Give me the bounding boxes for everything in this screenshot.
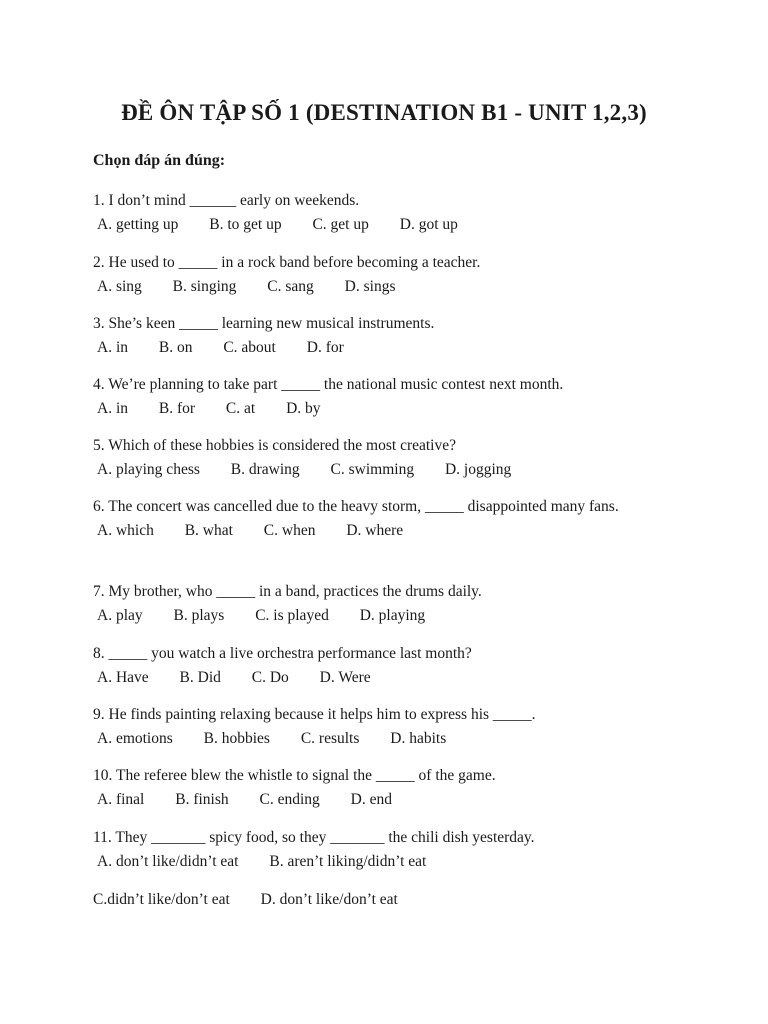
option-b: B. drawing <box>230 461 300 478</box>
option-b: B. what <box>184 522 233 539</box>
answer-options <box>93 213 693 237</box>
option-d: D. jogging <box>444 461 512 478</box>
option-c: C. at <box>225 400 256 417</box>
question-text: 11. They _______ spicy food, so they _______ the chili dish yesterday. <box>93 829 535 846</box>
option-b: B. aren’t liking/didn’t eat <box>269 853 427 870</box>
answer-options <box>93 850 693 874</box>
option-d: D. by <box>286 400 321 417</box>
question-text: 4. We’re planning to take part _____ the national music contest next month. <box>93 376 564 393</box>
answer-options <box>93 458 693 482</box>
option-d: D. got up <box>399 216 458 233</box>
option-c: C. is played <box>255 607 329 624</box>
question-4 <box>93 373 693 421</box>
question-text: 6. The concert was cancelled due to the heavy storm, _____ disappointed many fans. <box>93 498 619 515</box>
question-text: 3. She’s keen _____ learning new musical instruments. <box>93 315 435 332</box>
option-a: A. emotions <box>97 730 173 747</box>
option-c: C. when <box>263 522 316 539</box>
answer-options <box>93 727 693 751</box>
option-a: A. final <box>97 791 145 808</box>
option-a: A. don’t like/didn’t eat <box>97 853 239 870</box>
question-6 <box>93 495 653 543</box>
option-a: A. Have <box>97 669 149 686</box>
answer-options <box>93 275 693 299</box>
question-text: 7. My brother, who _____ in a band, practices the drums daily. <box>93 583 482 600</box>
option-b: B. singing <box>172 278 237 295</box>
answer-options-row-2 <box>93 888 693 912</box>
question-8 <box>93 642 693 690</box>
option-d: D. sings <box>344 278 396 295</box>
option-b: B. to get up <box>209 216 282 233</box>
question-5 <box>93 434 693 482</box>
option-d: D. Were <box>319 669 371 686</box>
option-c: C. get up <box>312 216 369 233</box>
option-a: A. sing <box>97 278 142 295</box>
option-b: B. hobbies <box>203 730 270 747</box>
question-10 <box>93 764 693 812</box>
option-d: D. where <box>346 522 404 539</box>
question-text: 10. The referee blew the whistle to signal the _____ of the game. <box>93 767 496 784</box>
option-b: B. on <box>158 339 193 356</box>
question-text: 1. I don’t mind ______ early on weekends. <box>93 192 360 209</box>
option-a: A. getting up <box>97 216 179 233</box>
option-a: A. in <box>97 400 128 417</box>
option-a: A. in <box>97 339 128 356</box>
answer-options <box>93 788 693 812</box>
option-c: C. results <box>300 730 360 747</box>
option-c: C. sang <box>267 278 314 295</box>
answer-options <box>93 666 693 690</box>
option-c: C. Do <box>251 669 289 686</box>
option-c: C. swimming <box>330 461 415 478</box>
option-d: D. end <box>350 791 392 808</box>
option-b: B. plays <box>173 607 225 624</box>
option-c: C.didn’t like/don’t eat <box>93 891 230 908</box>
option-d: D. habits <box>390 730 447 747</box>
option-a: A. playing chess <box>97 461 200 478</box>
question-3 <box>93 312 693 360</box>
instruction-heading: Chọn đáp án đúng: <box>93 152 226 169</box>
question-2 <box>93 251 693 299</box>
question-7 <box>93 580 693 628</box>
option-a: A. which <box>97 522 154 539</box>
option-d: D. don’t like/don’t eat <box>260 891 398 908</box>
option-c: C. about <box>223 339 276 356</box>
question-1 <box>93 189 693 237</box>
option-d: D. playing <box>359 607 426 624</box>
question-text: 2. He used to _____ in a rock band before becoming a teacher. <box>93 254 481 271</box>
question-text: 8. _____ you watch a live orchestra performance last month? <box>93 645 472 662</box>
option-b: B. for <box>158 400 196 417</box>
page-title: ĐỀ ÔN TẬP SỐ 1 (DESTINATION B1 - UNIT 1,2,3) <box>121 100 647 125</box>
option-c: C. ending <box>259 791 320 808</box>
question-9 <box>93 703 693 751</box>
answer-options <box>93 397 693 421</box>
answer-options <box>93 604 693 628</box>
question-text: 9. He finds painting relaxing because it helps him to express his _____. <box>93 706 536 723</box>
answer-options <box>93 336 693 360</box>
question-11 <box>93 826 693 912</box>
answer-options <box>93 519 653 543</box>
option-b: B. finish <box>175 791 229 808</box>
option-d: D. for <box>306 339 344 356</box>
option-a: A. play <box>97 607 143 624</box>
option-b: B. Did <box>179 669 221 686</box>
question-text: 5. Which of these hobbies is considered the most creative? <box>93 437 456 454</box>
